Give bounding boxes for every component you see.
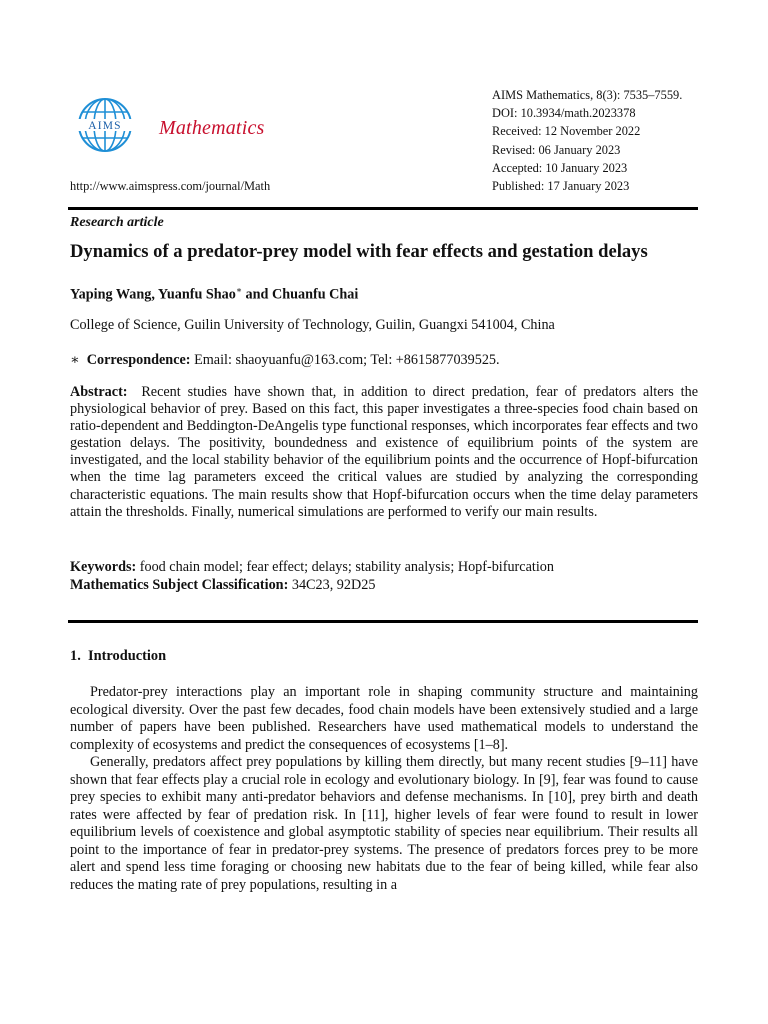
meta-doi[interactable]: DOI: 10.3934/math.2023378 <box>492 106 636 121</box>
authors-first: Yaping Wang, Yuanfu Shao <box>70 286 236 303</box>
introduction-body <box>70 684 698 895</box>
paragraph: Predator-prey interactions play an important role in shaping community structure and maintaining ecological diversity. Over the past few decades, food chain models have been extensively studied and a large number of papers have been published. Researchers have used mathematical models to understand the complexity of ecosystems and predict the consequences of ecosystems [1–8]. <box>70 684 698 753</box>
keywords-block <box>70 558 554 594</box>
author-list <box>70 285 358 304</box>
correspondence <box>70 352 500 369</box>
correspondence-label: Correspondence: <box>86 352 191 368</box>
affiliation: College of Science, Guilin University of Technology, Guilin, Guangxi 541004, China <box>70 317 555 333</box>
journal-name: Mathematics <box>159 117 265 139</box>
keywords-label: Keywords: <box>70 559 137 575</box>
logo-text: AIMS <box>88 120 122 132</box>
authors-last: and Chuanfu Chai <box>242 286 359 303</box>
abstract <box>70 384 698 521</box>
keywords-line <box>70 558 554 576</box>
meta-accepted: Accepted: 10 January 2023 <box>492 160 628 175</box>
meta-citation: AIMS Mathematics, 8(3): 7535–7559. <box>492 88 683 102</box>
paper-title: Dynamics of a predator-prey model with fear effects and gestation delays <box>70 241 648 262</box>
paragraph: Generally, predators affect prey populations by killing them directly, but many recent studies [9–11] have shown that fear effects play a crucial role in ecology and evolutionary biology. In [9], fear was found to cause prey species to exhibit many anti-predator behaviors and defense mechanisms. In [10], prey birth and death rates were affected by fear of predation risk. In [11], higher levels of fear were found to result in lower equilibrium levels of coexistence and global asymptotic stability of species near equilibrium. Their results all point to the importance of fear in predator-prey systems. The presence of predators forces prey to be more alert and spend less time foraging or choosing new habitats due to the fear of being killed, while fear also reduces the mating rate of prey populations, resulting in a <box>70 754 698 894</box>
section-heading-introduction: 1. Introduction <box>70 648 167 664</box>
abstract-divider <box>68 620 698 623</box>
keywords-text: food chain model; fear effect; delays; stability analysis; Hopf-bifurcation <box>139 559 554 575</box>
journal-url-link[interactable]: http://www.aimspress.com/journal/Math <box>70 179 271 193</box>
correspondence-text: Email: shaoyuanfu@163.com; Tel: +8615877039525. <box>194 352 500 368</box>
meta-received: Received: 12 November 2022 <box>492 124 641 139</box>
meta-revised: Revised: 06 January 2023 <box>492 142 621 157</box>
abstract-text: Recent studies have shown that, in addition to direct predation, fear of predators alters the physiological behavior of prey. Based on this fact, this paper investigates a three-species food chain based on ratio-dependent and Beddington-DeAngelis type functional responses, which incorporates fear effects and two gestation delays. The positivity, boundedness and existence of equilibrium points of the system are investigated, and the local stability behavior of the equilibrium points and the occurrence of Hopf-bifurcation when the time lag parameters exceed the critical values are studied by analyzing the corresponding characteristic equations. The main results show that Hopf-bifurcation occurs when the time delay parameters attain the thresholds. Finally, numerical simulations are performed to verify our main results. <box>70 384 698 520</box>
msc-text: 34C23, 92D25 <box>291 577 376 593</box>
msc-line <box>70 576 554 594</box>
abstract-label: Abstract: <box>70 384 128 400</box>
correspondence-star: ∗ <box>70 352 80 368</box>
corresponding-author-mark: ∗ <box>235 285 242 295</box>
aims-globe-logo <box>76 96 134 154</box>
meta-published: Published: 17 January 2023 <box>492 179 630 194</box>
publication-meta <box>492 86 682 195</box>
header-divider <box>68 207 698 210</box>
article-type: Research article <box>70 215 164 230</box>
msc-label: Mathematics Subject Classification: <box>70 577 289 593</box>
